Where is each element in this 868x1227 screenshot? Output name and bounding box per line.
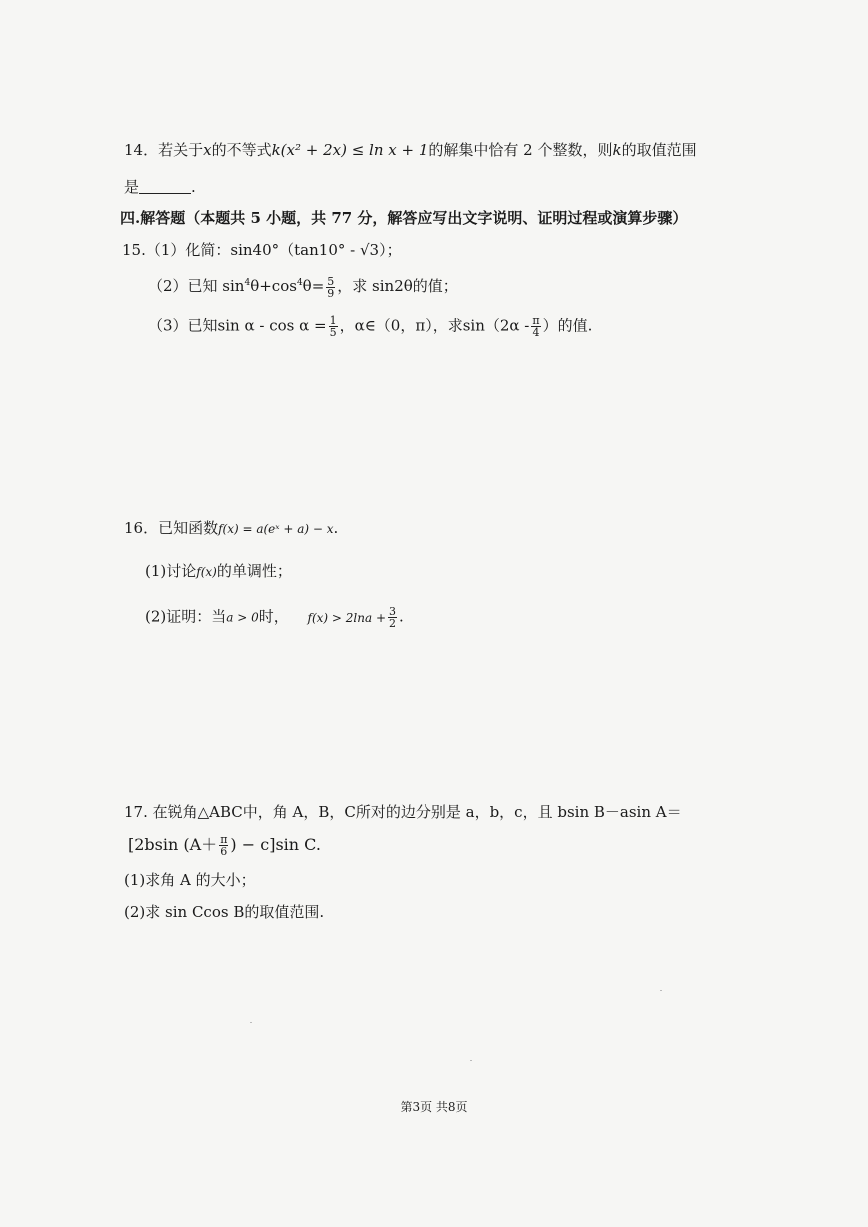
fraction: $\frac{3}{2}$ xyxy=(389,605,397,630)
q14-inequality: k(x² + 2x) ≤ ln x + 1 xyxy=(271,141,429,159)
q15-part3: （3）已知sin α - cos α = $\frac{1}{5}$ ，α∈（0，π），求sin（2α - $\frac{\pi}{4}$ ）的值. xyxy=(148,314,593,339)
q16-stem: 16．已知函数f(x) = a(eˣ + a) − x. xyxy=(124,519,339,537)
q17-equation: [2bsin (A＋ $\frac{\pi}{6}$ ) − c]sin C. xyxy=(128,833,321,858)
q14-line2: 是 . xyxy=(124,178,196,196)
q17-part1: (1)求角 A 的大小； xyxy=(124,871,256,889)
q16-part2: (2)证明：当a > 0时， f(x) > 2lna + $\frac{3}{2}$ . xyxy=(145,605,404,630)
fraction: $\frac{1}{5}$ xyxy=(329,314,337,339)
q15-part2: （2）已知 $\sin^4\theta+\cos^4\theta=$ $\frac{5}{9}$ ，求 sin2θ的值； xyxy=(148,274,458,300)
q15-part1: 15.（1）化简：sin40°（tan10° - √3）； xyxy=(122,241,402,259)
fraction: $\frac{5}{9}$ xyxy=(327,274,335,300)
q14-line1: 14．若关于x的不等式k(x² + 2x) ≤ ln x + 1的解集中恰有 2 个整数，则k的取值范围 xyxy=(124,141,697,159)
page-footer: 第3页 共8页 xyxy=(400,1100,468,1114)
section-title: 四.解答题（本题共 5 小题，共 77 分，解答应写出文字说明、证明过程或演算步骤） xyxy=(120,209,688,227)
fraction: $\frac{\pi}{4}$ xyxy=(532,314,540,339)
q17-stem: 17. 在锐角△ABC中，角 A，B，C所对的边分别是 a，b，c，且 bsin B－asin A＝ xyxy=(124,803,682,821)
q16-part1: (1)讨论f(x)的单调性； xyxy=(145,562,292,580)
fraction: $\frac{\pi}{6}$ xyxy=(220,833,228,858)
scan-speck xyxy=(250,1022,252,1023)
q16-function: f(x) = a(eˣ + a) − x xyxy=(218,522,334,536)
scan-speck xyxy=(660,990,662,991)
answer-blank xyxy=(139,179,191,194)
scan-speck xyxy=(470,1060,472,1061)
q17-part2: (2)求 sin Ccos B的取值范围. xyxy=(124,903,325,921)
